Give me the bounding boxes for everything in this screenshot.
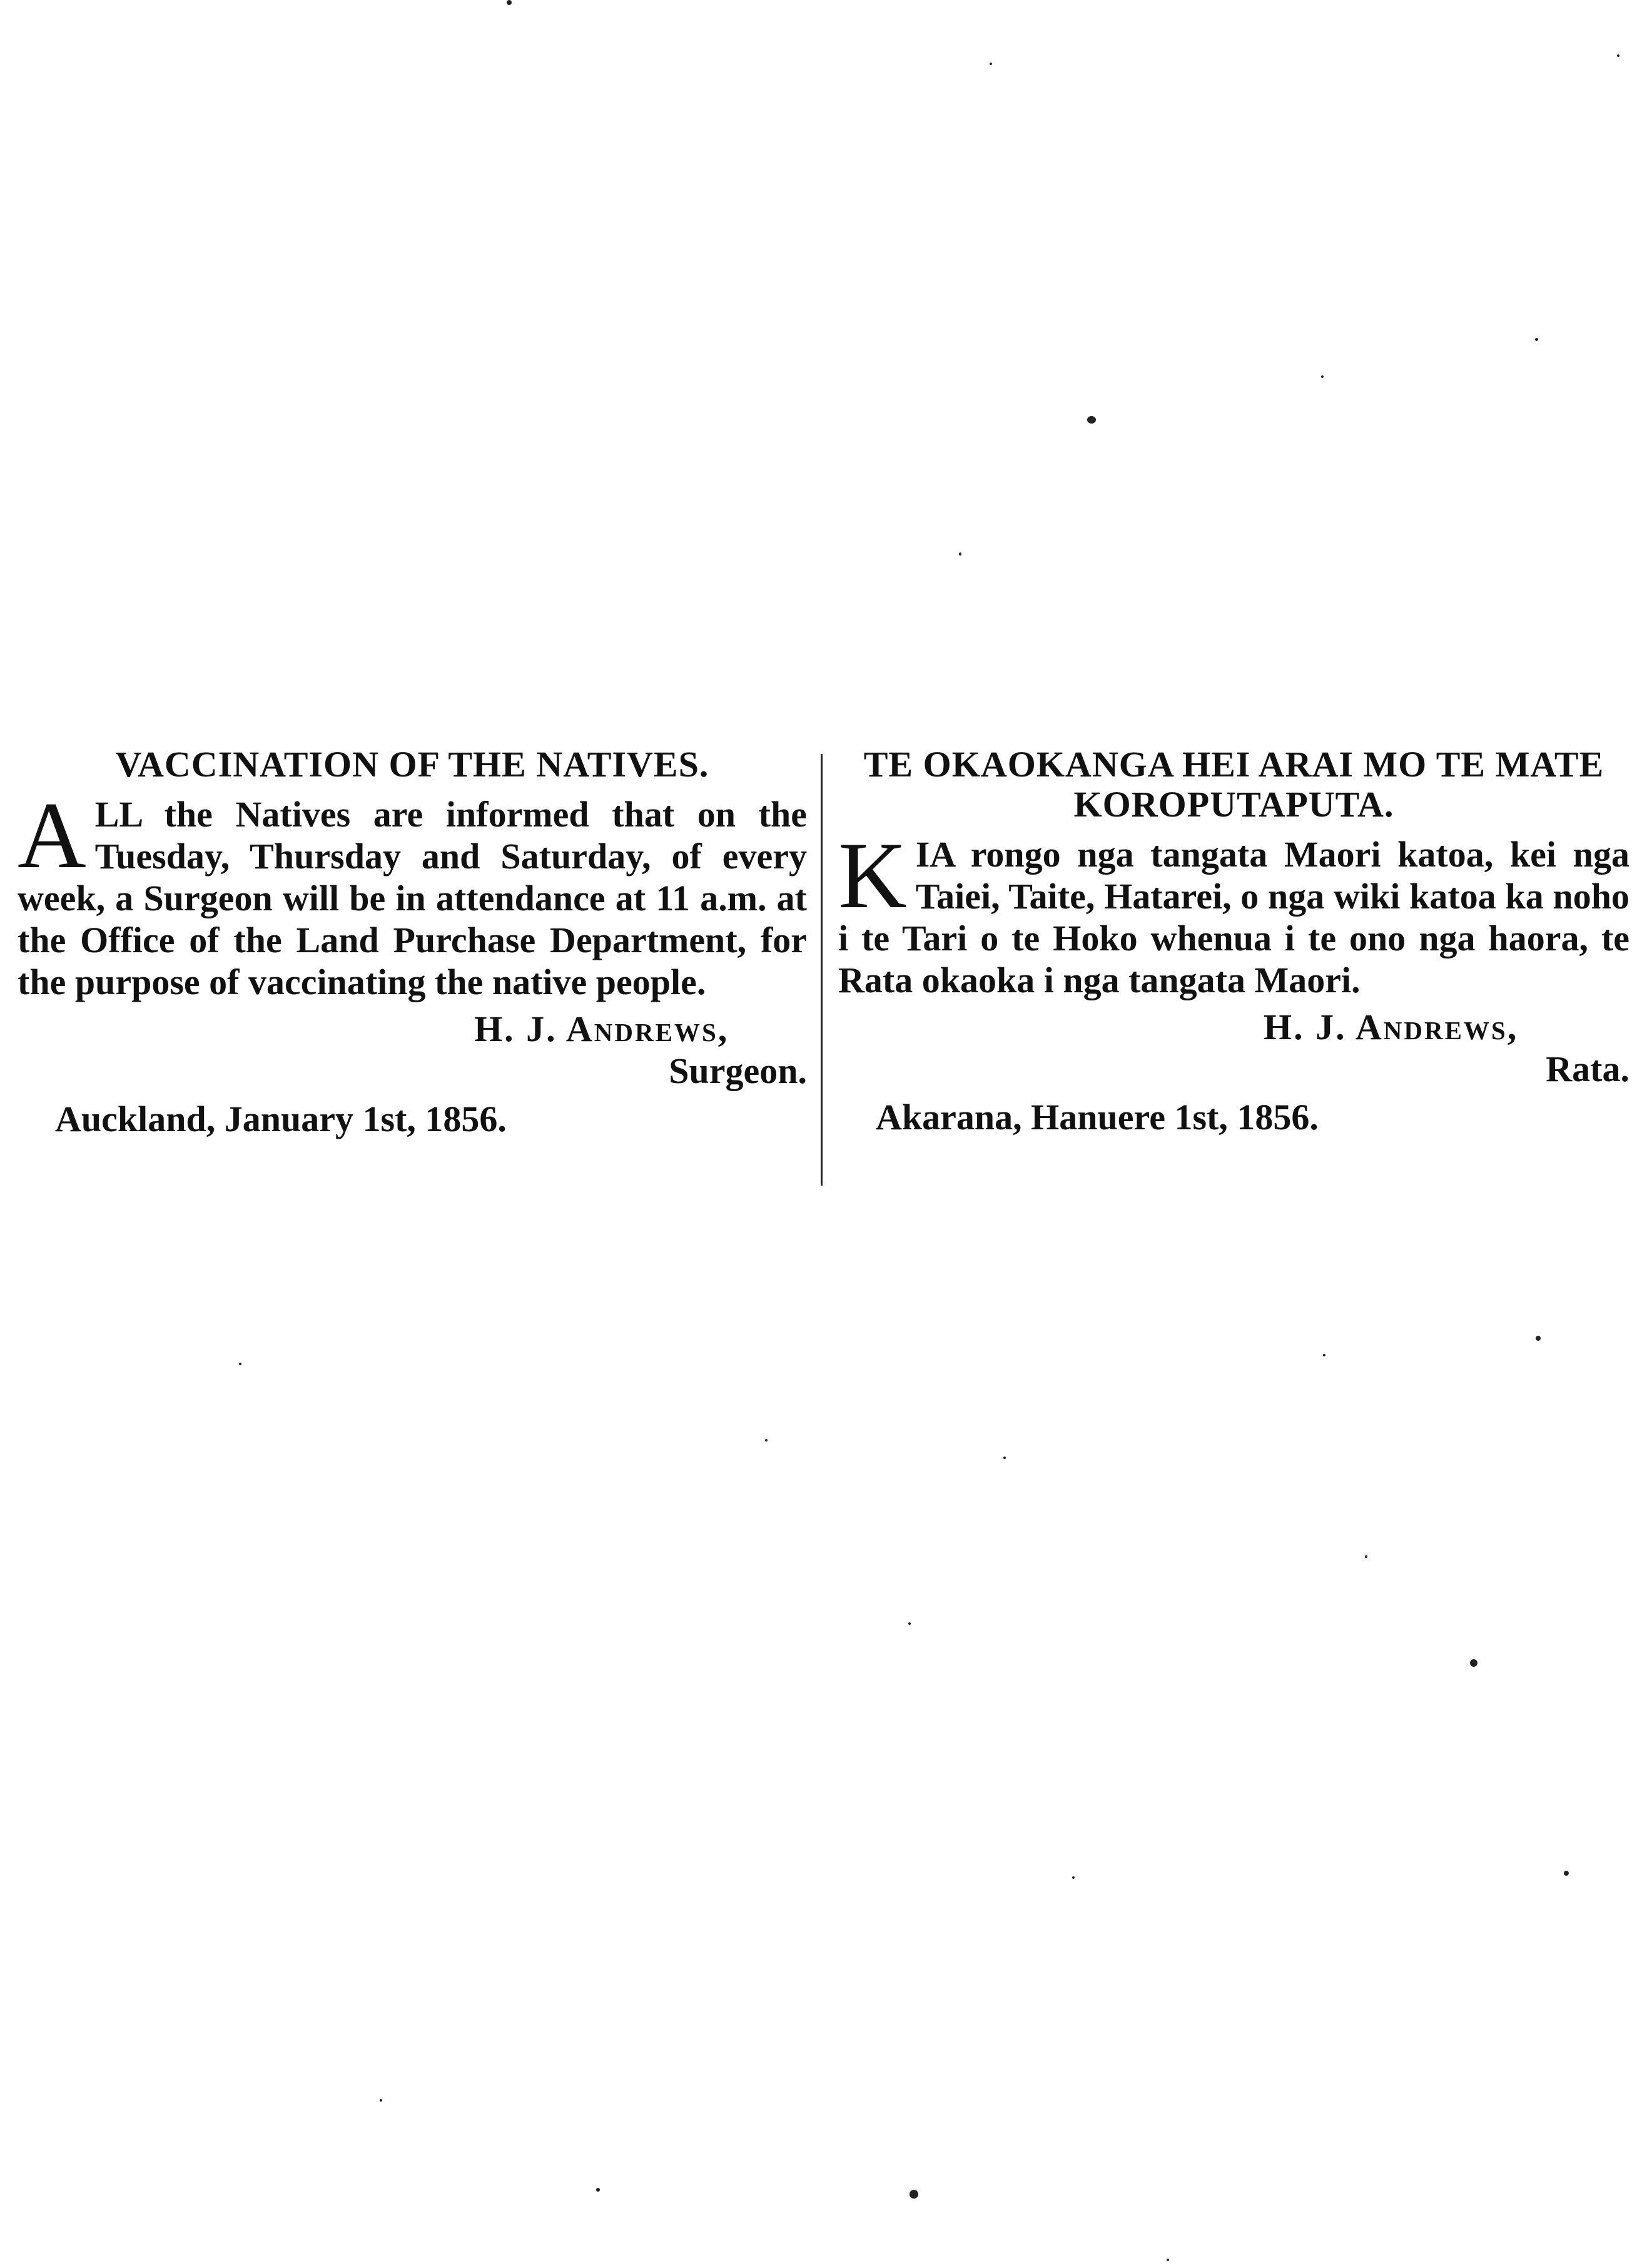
scan-speck bbox=[1365, 1555, 1367, 1558]
english-dateline: Auckland, January 1st, 1856. bbox=[55, 1099, 507, 1139]
scan-speck bbox=[910, 2190, 918, 2199]
maori-signature bbox=[838, 1006, 1629, 1090]
scan-speck bbox=[1535, 338, 1538, 341]
english-body-text: LL the Natives are informed that on the Tuesday, Thursday and Saturday, of every week, a Surgeon will be in attendance at 11 a.m. at the Office of the Land Purchase Department, for the purpose of vaccinating the native people. bbox=[18, 794, 807, 1002]
scan-speck bbox=[1087, 416, 1096, 424]
maori-drop-cap: K bbox=[838, 823, 907, 928]
english-body bbox=[18, 783, 807, 1003]
maori-dateline: Akarana, Hanuere 1st, 1856. bbox=[876, 1097, 1319, 1137]
english-notice bbox=[18, 745, 807, 1140]
scan-speck bbox=[1536, 1336, 1541, 1341]
scan-speck bbox=[765, 1439, 768, 1442]
maori-notice bbox=[838, 745, 1629, 1138]
scan-speck bbox=[959, 552, 961, 556]
scan-speck bbox=[1323, 1354, 1325, 1356]
scan-speck bbox=[1564, 1871, 1569, 1876]
maori-signature-title: Rata. bbox=[1546, 1049, 1629, 1089]
scan-speck bbox=[990, 63, 992, 65]
english-signature-name: H. J. Andrews, bbox=[474, 1009, 729, 1049]
english-signature-title: Surgeon. bbox=[669, 1050, 807, 1091]
scan-speck bbox=[1321, 375, 1324, 378]
maori-body bbox=[838, 823, 1629, 1001]
scan-speck bbox=[596, 2188, 600, 2192]
scan-speck bbox=[1167, 2259, 1169, 2261]
scan-speck bbox=[1003, 1457, 1006, 1459]
maori-title: TE OKAOKANGA HEI ARAI MO TE MATE KOROPUTAPUTA. bbox=[863, 744, 1604, 825]
scan-speck bbox=[239, 1363, 241, 1365]
english-drop-cap: A bbox=[18, 783, 86, 888]
scan-speck bbox=[1617, 54, 1619, 57]
scan-speck bbox=[1072, 1876, 1075, 1879]
scan-speck bbox=[1470, 1659, 1477, 1667]
english-signature bbox=[18, 1008, 807, 1092]
scan-speck bbox=[507, 0, 512, 5]
scan-speck bbox=[908, 1622, 911, 1625]
maori-body-text: IA rongo nga tangata Maori katoa, kei nga Taiei, Taite, Hatarei, o nga wiki katoa ka noho i te Tari o te Hoko whenua i te ono nga haora, te Rata okaoka i nga tangata Maori. bbox=[838, 834, 1629, 1000]
column-divider bbox=[821, 754, 823, 1186]
scan-speck bbox=[380, 2099, 382, 2102]
maori-signature-name: H. J. Andrews, bbox=[1264, 1007, 1519, 1047]
english-title: VACCINATION OF THE NATIVES. bbox=[115, 744, 709, 785]
